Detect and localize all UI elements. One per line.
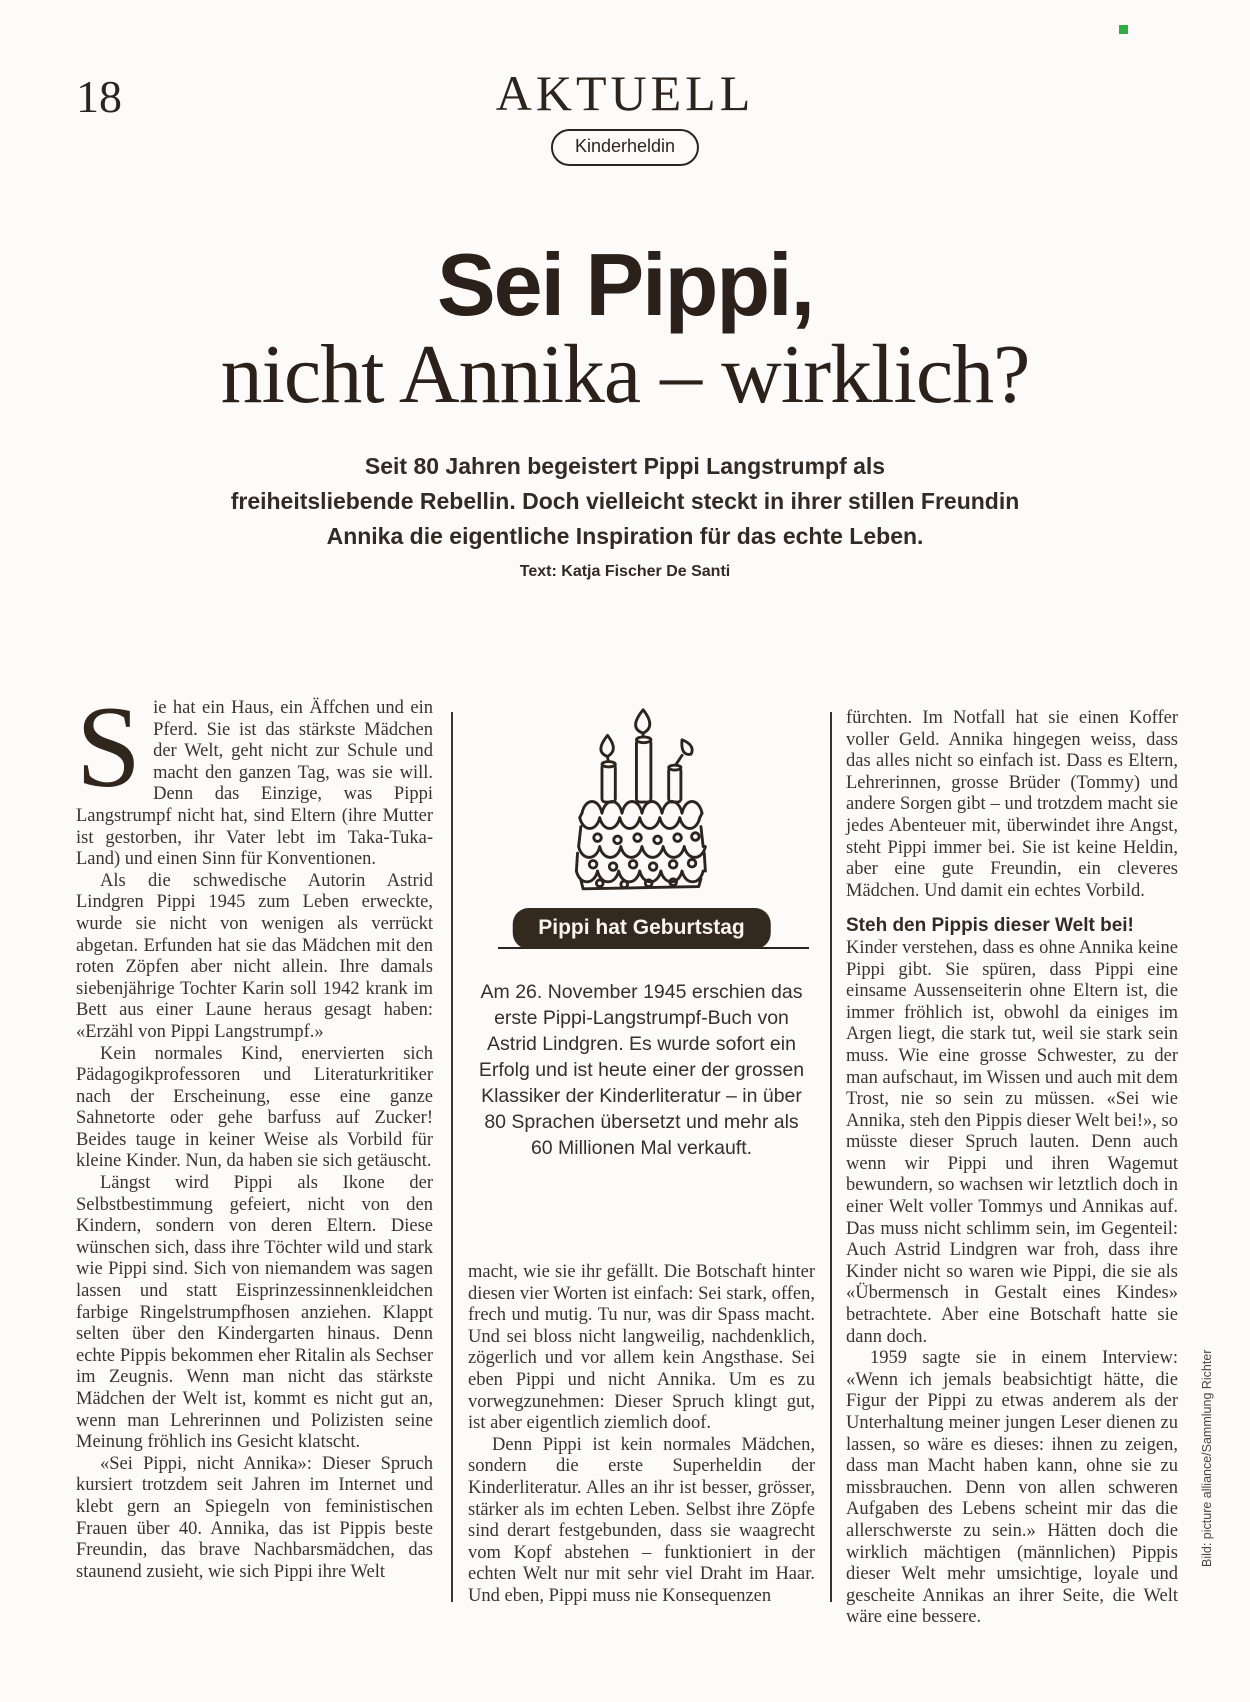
article-column-2 (468, 1262, 815, 1608)
column-divider (451, 712, 453, 1602)
deck-line: Seit 80 Jahren begeistert Pippi Langstrumpf als (364, 453, 886, 479)
birthday-infobox (468, 690, 815, 1161)
paragraph: Als die schwedische Autorin Astrid Lindgren Pippi 1945 zum Leben erweckte, wurde sie nicht von wenigen als verrückt abgetan. Erfunden hat sie das Mädchen mit den roten Zöpfen aber nicht allein. Ihre damals siebenjährige Tochter Karin soll 1942 krank im Bett aus einer Laune heraus gesagt haben: «Erzähl von Pippi Langstrumpf.» (76, 870, 433, 1042)
paragraph: Längst wird Pippi als Ikone der Selbstbestimmung gefeiert, nicht von den Kindern, sondern von deren Eltern. Diese wünschen sich, dass ihre Töchter wild und stark wie Pippi sind. Sich von niemandem was sagen lassen und statt Eisprinzessinnenkleidchen farbige Ringelstrumpfhosen anziehen. Klappt selten über den Kindergarten hinaus. Denn echte Pippis bekommen eher Ritalin als Sechser im Zeugnis. Wenn man nicht das stärkste Mädchen der Welt ist, kommt es nicht gut an, wenn man Lehrerinnen und Polizisten seine Meinung fröhlich ins Gesicht klatscht. (76, 1173, 433, 1453)
section-title: AKTUELL (495, 65, 755, 121)
paragraph: Denn Pippi ist kein normales Mädchen, sondern die erste Superheldin der Kinderliteratur. Alles an ihr ist besser, grösser, stärker als im echten Leben. Selbst ihre Zöpfe sind derart festgebunden, dass sie waagrecht vom Kopf abstehen – funktioniert in der echten Welt nur mit sehr viel Draht im Haar. Und eben, Pippi muss nie Konsequenzen (468, 1434, 815, 1606)
deck-line: freiheitsliebende Rebellin. Doch vielleicht steckt in ihrer stillen Freundin (230, 488, 1020, 514)
paragraph: Kein normales Kind, enervierten sich Pädagogikprofessoren und Literaturkritiker nach der Erscheinung, esse eine ganze Sahnetorte oder gehe barfuss auf Zucker! Beides tauge in keiner Weise als Vorbild für kleine Kinder. Nun, da haben sie sich getäuscht. (76, 1043, 433, 1172)
drop-cap: S (76, 683, 142, 812)
paragraph (76, 683, 433, 871)
infobox-badge: Pippi hat Geburtstag (512, 908, 771, 949)
paragraph: fürchten. Im Notfall hat sie einen Koffer voller Geld. Annika hingegen weiss, dass das alles nicht so einfach ist. Dass es Eltern, Lehrerinnen, grosse Brüder (Tommy) und andere Sorgen gibt – und trotzdem macht sie jedes Abenteuer mit, überwindet ihre Angst, steht Pippi immer bei. Sie ist keine Heldin, aber eine gute Freundin, ein cleveres Mädchen. Und damit ein echtes Vorbild. (846, 708, 1178, 901)
column-divider (830, 712, 832, 1602)
paragraph: Kinder verstehen, dass es ohne Annika keine Pippi gibt. Sie spüren, dass Pippi eine einsame Aussenseiterin ohne Eltern ist, die immer fröhlich ist, obwohl da einiges im Argen liegt, die stark tut, weil sie stark sein muss. Wie eine grosse Schwester, zu der man aufschaut, im Wissen und auch mit dem Trost, nie so sein zu müssen. «Sei wie Annika, steh den Pippis dieser Welt bei!», so müsste dieser Spruch lauten. Denn auch wenn wir Pippi und ihren Wagemut bewundern, so wachsen wir letztlich doch in einer Welt voller Tommys und Annikas auf. Das muss nicht schlimm sein, im Gegenteil: Auch Astrid Lindgren war froh, dass ihre Kinder nicht so waren wie Pippi, die sie als «Übermensch in Gestalt eines Kindes» betrachtete. Aber eine Botschaft hatte sie dann doch. (846, 937, 1178, 1347)
paragraph-text: ie hat ein Haus, ein Äffchen und ein Pferd. Sie ist das stärkste Mädchen der Welt, geht nicht zur Schule und macht den ganzen Tag, was sie will. Denn das Einzige, was Pippi Langstrumpf nicht hat, sind Eltern (ihre Mutter ist gestorben, ihr Vater lebt im Taka-Tuka-Land) und einen Sinn für Konventionen. (76, 698, 433, 870)
headline-line2: nicht Annika – wirklich? (220, 327, 1030, 421)
paragraph: macht, wie sie ihr gefällt. Die Botschaft hinter diesen vier Worten ist einfach: Sei stark, offen, frech und mutig. Tu nur, was dir Spass macht. Und sei bloss nicht langweilig, nachdenklich, zögerlich und vor allem kein Angsthase. Sei eben Pippi und nicht Annika. Um es zu vorwegzunehmen: Dieser Spruch klingt gut, ist aber eigentlich ziemlich doof. (468, 1262, 815, 1434)
page-number: 18 (76, 71, 122, 122)
registration-mark (1119, 25, 1128, 34)
birthday-cake-illustration (544, 702, 740, 891)
headline-line1: Sei Pippi, (436, 235, 814, 334)
deck (0, 449, 1250, 554)
infobox-badge-row (468, 905, 815, 949)
headline (0, 235, 1250, 421)
byline: Text: Katja Fischer De Santi (519, 563, 731, 580)
article-column-1 (76, 683, 433, 1583)
subheading: Steh den Pippis dieser Welt bei! (846, 915, 1134, 937)
article-column-3 (846, 708, 1178, 1629)
section-tag-pill: Kinderheldin (551, 129, 699, 166)
image-credit: Bild: picture alliance/Sammlung Richter (1200, 1349, 1214, 1567)
paragraph: «Sei Pippi, nicht Annika»: Dieser Spruch kursiert trotzdem seit Jahren im Internet und klebt gern an Spiegeln von feministischen Frauen über 40. Annika, das ist Pippis beste Freundin, das brave Nachbarsmädchen, das staunend zusieht, wie sich Pippi ihre Welt (76, 1453, 433, 1582)
infobox-text: Am 26. November 1945 erschien das erste Pippi-Langstrumpf-Buch von Astrid Lindgren. Es wurde sofort ein Erfolg und ist heute einer der grossen Klassiker der Kinderliteratur – in über 80 Sprachen übersetzt und mehr als 60 Millionen Mal verkauft. (478, 981, 805, 1159)
paragraph: 1959 sagte sie in einem Interview: «Wenn ich jemals beabsichtigt hätte, die Figur der Pippi zu etwas anderem als der Unterhaltung meiner jungen Leser dienen zu lassen, so wäre es dieses: ihnen zu zeigen, dass man Macht haben kann, ohne sie zu missbrauchen. Denn von allen schweren Aufgaben des Lebens scheint mir das die allerschwerste zu sein.» Hätten doch die wirklich mächtigen (männlichen) Pippis dieser Welt mehr umsichtige, loyale und gescheite Annikas an ihrer Seite, die Welt wäre eine bessere. (846, 1348, 1178, 1628)
deck-line: Annika die eigentliche Inspiration für das echte Leben. (326, 523, 924, 549)
